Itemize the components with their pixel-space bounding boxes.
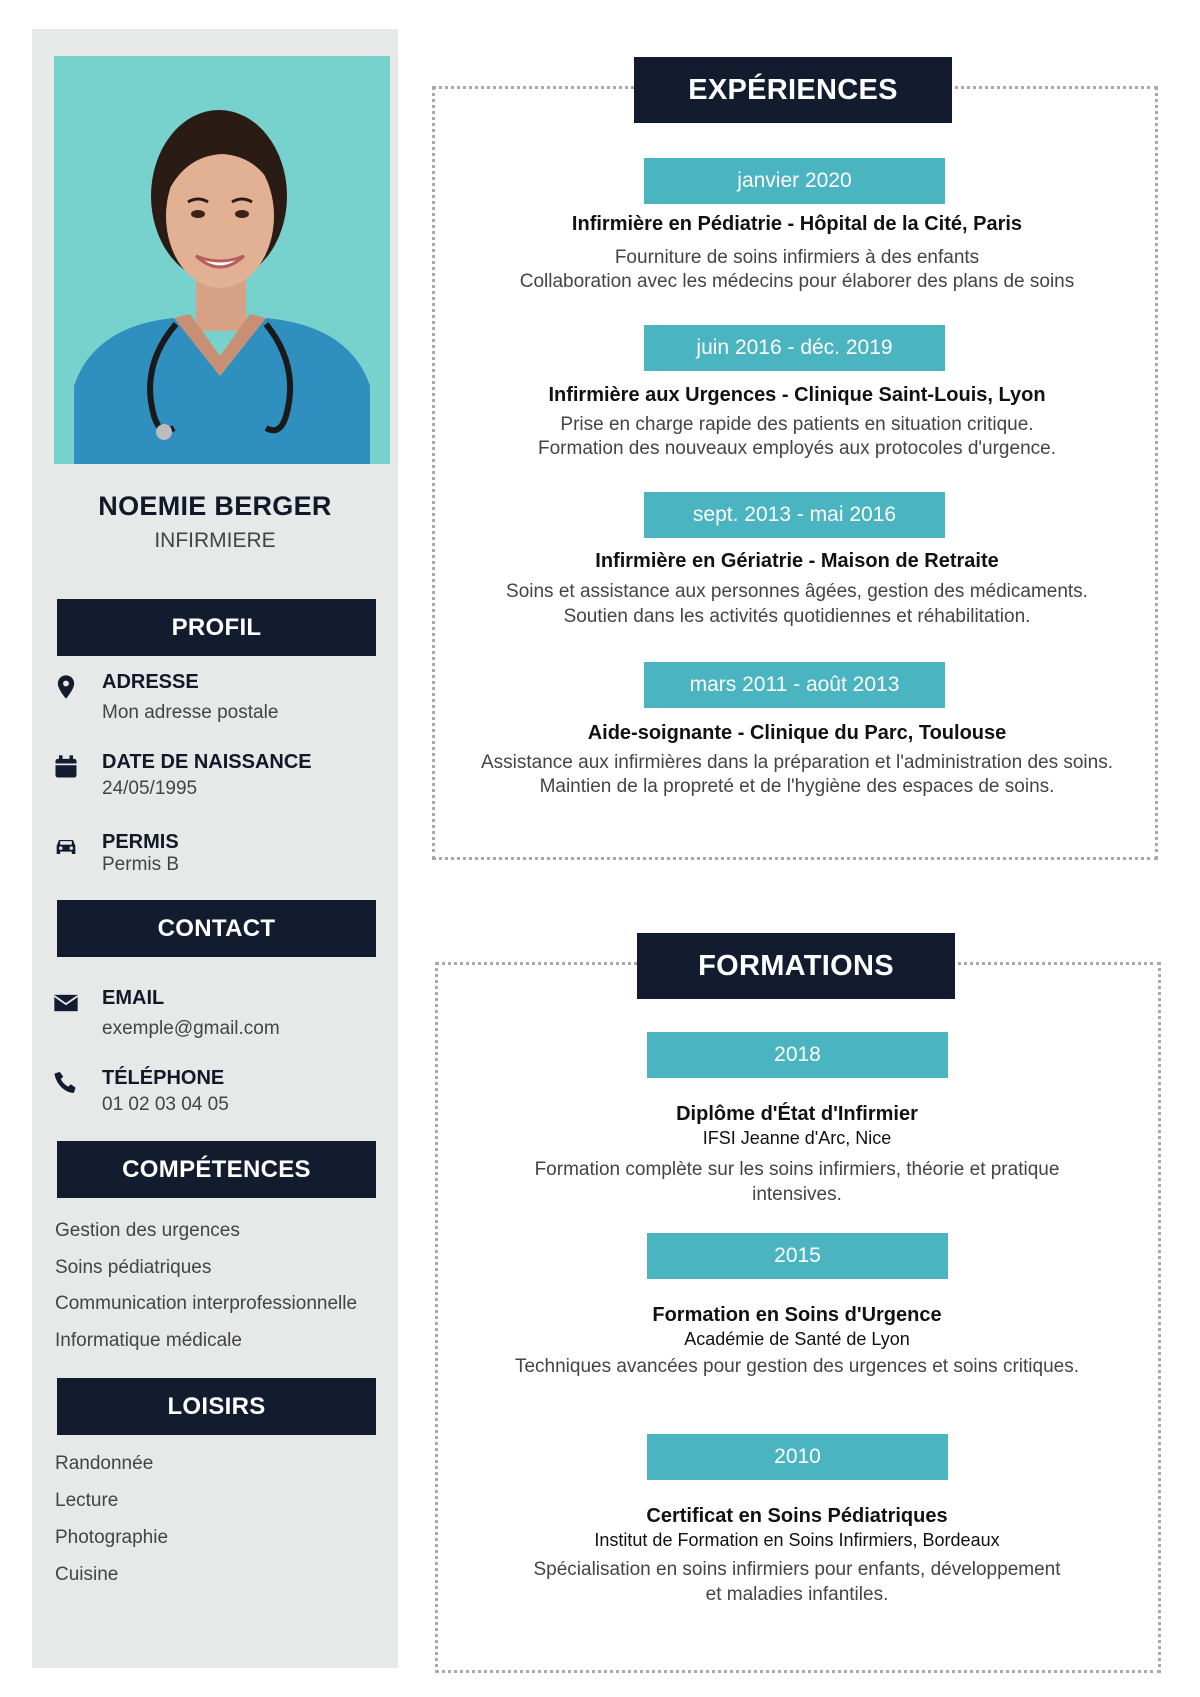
hobby-item: Cuisine [55, 1564, 119, 1585]
sidebar [32, 29, 398, 1668]
experience-title: Infirmière en Gériatrie - Maison de Retraite [595, 550, 999, 572]
phone-icon [52, 1069, 80, 1097]
experience-desc-line: Soutien dans les activités quotidiennes et réhabilitation. [563, 606, 1031, 627]
person-title: INFIRMIERE [154, 529, 276, 552]
formation-year: 2010 [647, 1434, 948, 1480]
nurse-portrait-image [54, 56, 390, 464]
formation-school: Institut de Formation en Soins Infirmiers, Bordeaux [594, 1530, 1000, 1550]
experience-desc-line: Prise en charge rapide des patients en situation critique. [560, 414, 1034, 435]
skill-item: Communication interprofessionnelle [55, 1293, 358, 1314]
envelope-icon [52, 989, 80, 1017]
hobby-item: Randonnée [55, 1453, 154, 1474]
experience-date: sept. 2013 - mai 2016 [644, 492, 945, 538]
experience-date: juin 2016 - déc. 2019 [644, 325, 945, 371]
map-pin-icon [52, 673, 80, 701]
formation-title: Formation en Soins d'Urgence [652, 1304, 942, 1326]
experience-desc-line: Maintien de la propreté et de l'hygiène des espaces de soins. [539, 776, 1055, 797]
experiences-heading: EXPÉRIENCES [634, 57, 952, 123]
experience-date: janvier 2020 [644, 158, 945, 204]
hobby-item: Lecture [55, 1490, 119, 1511]
email-label: EMAIL [102, 987, 165, 1009]
experience-desc-line: Formation des nouveaux employés aux protocoles d'urgence. [538, 438, 1056, 459]
formation-title: Diplôme d'État d'Infirmier [676, 1103, 918, 1125]
contact-heading: CONTACT [57, 900, 376, 957]
phone-value[interactable]: 01 02 03 04 05 [102, 1094, 229, 1115]
permit-label: PERMIS [102, 831, 179, 853]
experience-desc-line: Soins et assistance aux personnes âgées, gestion des médicaments. [506, 581, 1088, 602]
formation-title: Certificat en Soins Pédiatriques [646, 1505, 948, 1527]
car-icon [52, 833, 80, 861]
experience-desc-line: Collaboration avec les médecins pour élaborer des plans de soins [519, 271, 1075, 292]
birth-label: DATE DE NAISSANCE [102, 751, 312, 773]
formation-school: Académie de Santé de Lyon [684, 1329, 910, 1349]
hobby-item: Photographie [55, 1527, 169, 1548]
formation-school: IFSI Jeanne d'Arc, Nice [702, 1128, 892, 1148]
calendar-icon [52, 753, 80, 781]
formation-year: 2018 [647, 1032, 948, 1078]
person-name: NOEMIE BERGER [98, 491, 332, 521]
phone-label: TÉLÉPHONE [102, 1067, 225, 1089]
birth-value: 24/05/1995 [102, 778, 198, 799]
formations-heading: FORMATIONS [637, 933, 955, 999]
experience-desc-line: Fourniture de soins infirmiers à des enfants [614, 247, 980, 268]
skill-item: Informatique médicale [55, 1330, 242, 1351]
formation-desc-line: intensives. [752, 1184, 842, 1205]
skills-heading: COMPÉTENCES [57, 1141, 376, 1198]
skill-item: Soins pédiatriques [55, 1257, 212, 1278]
profile-photo [54, 56, 390, 464]
experience-desc-line: Assistance aux infirmières dans la préparation et l'administration des soins. [481, 752, 1113, 773]
skill-item: Gestion des urgences [55, 1220, 240, 1241]
experience-title: Aide-soignante - Clinique du Parc, Toulouse [587, 722, 1007, 744]
formation-desc-line: Techniques avancées pour gestion des urgences et soins critiques. [514, 1356, 1079, 1377]
email-value[interactable]: exemple@gmail.com [102, 1018, 280, 1039]
formation-year: 2015 [647, 1233, 948, 1279]
formation-desc-line: Spécialisation en soins infirmiers pour enfants, développement [533, 1559, 1061, 1580]
formation-desc-line: et maladies infantiles. [705, 1584, 889, 1605]
experience-title: Infirmière en Pédiatrie - Hôpital de la Cité, Paris [571, 213, 1023, 235]
profil-heading: PROFIL [57, 599, 376, 656]
hobbies-heading: LOISIRS [57, 1378, 376, 1435]
address-value: Mon adresse postale [102, 702, 279, 723]
formation-desc-line: Formation complète sur les soins infirmiers, théorie et pratique [534, 1159, 1060, 1180]
permit-value: Permis B [102, 854, 180, 875]
address-label: ADRESSE [102, 671, 199, 693]
experience-date: mars 2011 - août 2013 [644, 662, 945, 708]
experience-title: Infirmière aux Urgences - Clinique Saint-Louis, Lyon [548, 384, 1046, 406]
